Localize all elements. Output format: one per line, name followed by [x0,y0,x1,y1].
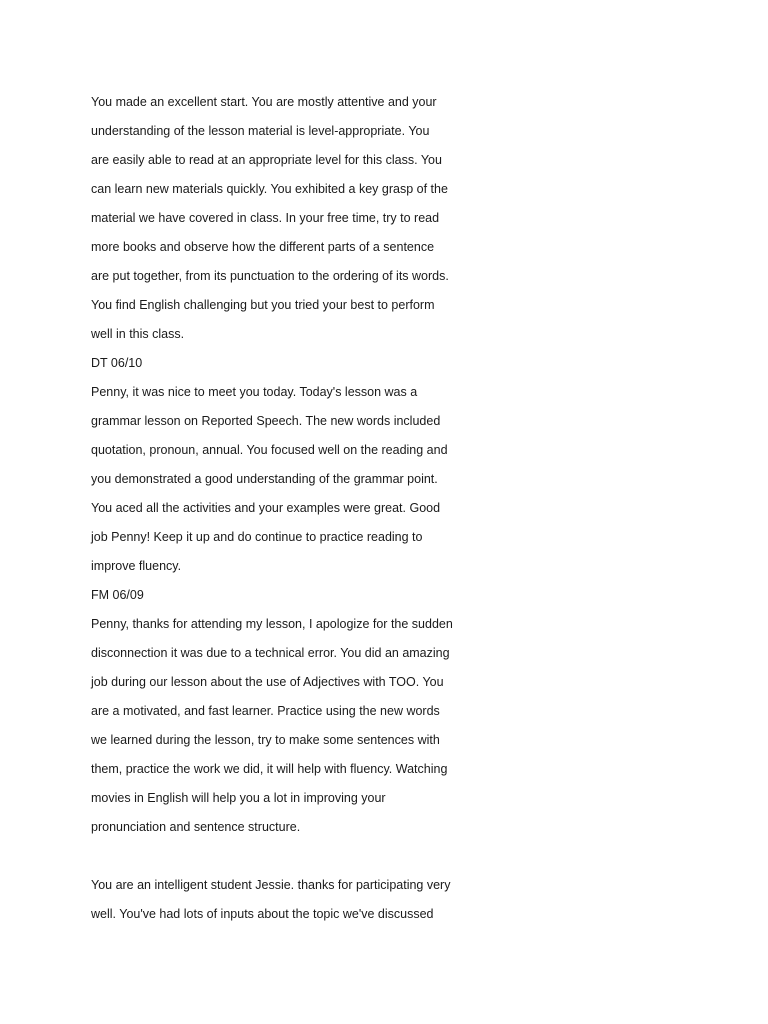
text-line: Penny, thanks for attending my lesson, I apologize for the sudden [91,617,453,631]
text-line: pronunciation and sentence structure. [91,820,301,834]
text-line: understanding of the lesson material is level-appropriate. You [91,124,430,138]
text-line: material we have covered in class. In your free time, try to read [91,211,440,225]
text-line: You find English challenging but you tried your best to perform [91,298,435,312]
text-line: movies in English will help you a lot in improving your [91,791,386,805]
text-line: You are an intelligent student Jessie. thanks for participating very [91,878,451,892]
text-line: are easily able to read at an appropriate level for this class. You [91,153,442,167]
text-line: Penny, it was nice to meet you today. Today's lesson was a [91,385,418,399]
text-line: are a motivated, and fast learner. Practice using the new words [91,704,440,718]
text-line: You made an excellent start. You are mostly attentive and your [91,95,437,109]
text-line: more books and observe how the different parts of a sentence [91,240,435,254]
text-line: can learn new materials quickly. You exhibited a key grasp of the [91,182,448,196]
text-line: well. You've had lots of inputs about the topic we've discussed [91,907,434,921]
date-heading: FM 06/09 [91,588,144,602]
text-line: You aced all the activities and your examples were great. Good [91,501,441,515]
text-line: are put together, from its punctuation to the ordering of its words. [91,269,449,283]
date-heading: DT 06/10 [91,356,143,370]
text-line: we learned during the lesson, try to make some sentences with [91,733,440,747]
text-line: disconnection it was due to a technical error. You did an amazing [91,646,450,660]
text-line: them, practice the work we did, it will help with fluency. Watching [91,762,448,776]
text-line: job Penny! Keep it up and do continue to practice reading to [91,530,423,544]
blank-line [91,842,491,871]
text-line: job during our lesson about the use of Adjectives with TOO. You [91,675,444,689]
document-text [91,88,491,929]
text-line: you demonstrated a good understanding of the grammar point. [91,472,438,486]
text-line: well in this class. [91,327,185,341]
text-line: improve fluency. [91,559,182,573]
text-line: quotation, pronoun, annual. You focused well on the reading and [91,443,448,457]
text-line: grammar lesson on Reported Speech. The new words included [91,414,441,428]
